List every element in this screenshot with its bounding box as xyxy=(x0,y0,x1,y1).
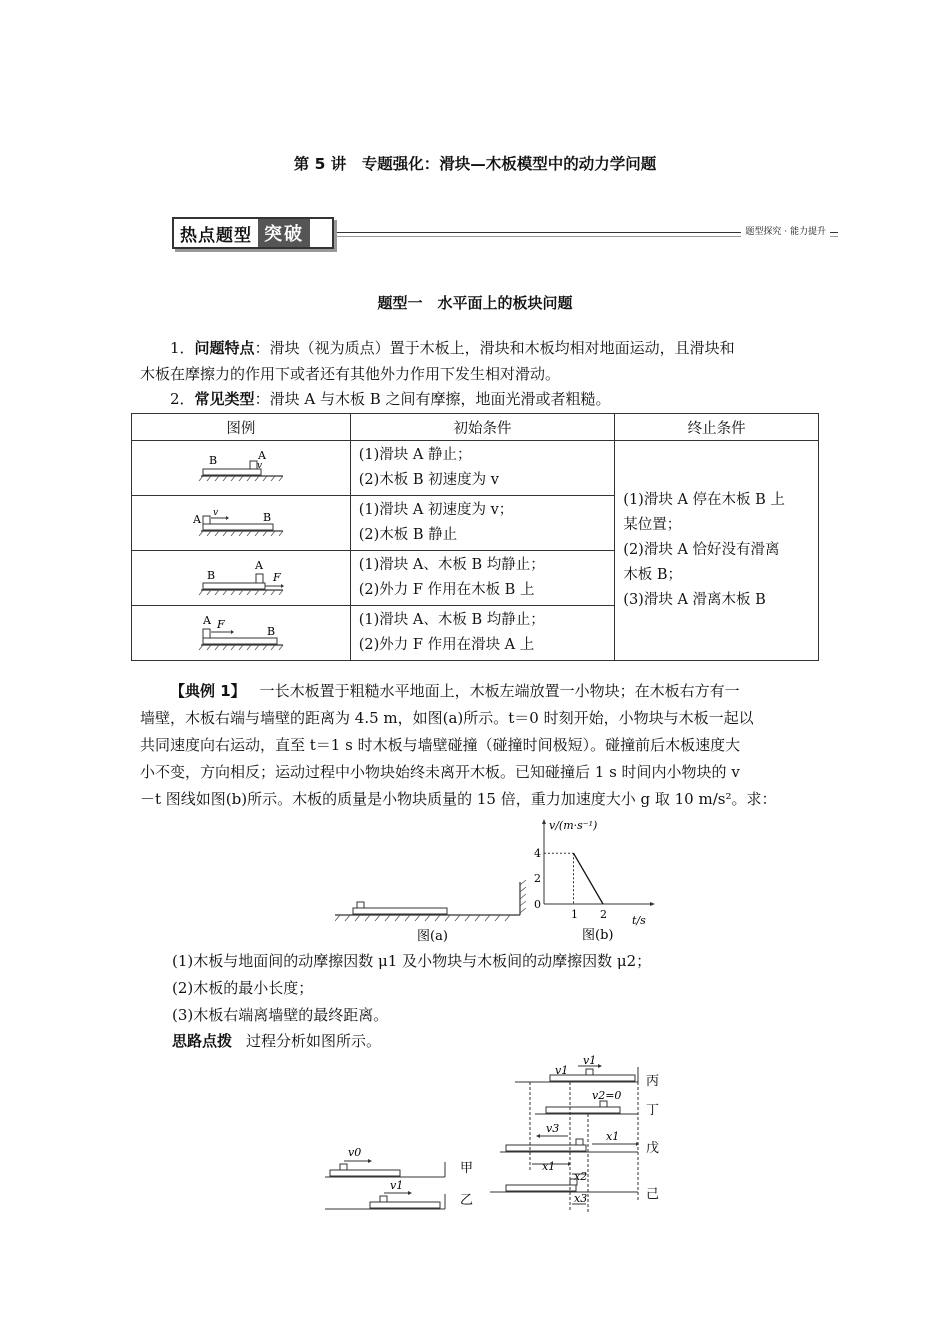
example-line: 墙壁，木板右端与墙壁的距离为 4.5 m，如图(a)所示。t＝0 时刻开始，小物块与木板一起以 xyxy=(140,709,754,727)
example-line: －t 图线如图(b)所示。木板的质量是小物块质量的 15 倍，重力加速度大小 g 取 10 m/s²。求： xyxy=(140,790,777,808)
label-A: A xyxy=(202,614,211,627)
sym-v1: v1 xyxy=(555,1064,569,1077)
diagram-force-on-block xyxy=(191,609,291,653)
x-axis-label: t/s xyxy=(632,914,646,927)
label-v: v xyxy=(212,508,218,518)
diagram-block-moving xyxy=(191,499,291,543)
label-bing: 丙 xyxy=(646,1074,660,1089)
condition-line: (2)外力 F 作用在木板 B 上 xyxy=(358,582,535,598)
condition-line: (2)外力 F 作用在滑块 A 上 xyxy=(358,637,535,653)
example-line: 共同速度向右运动，直至 t＝1 s 时木板与墙壁碰撞（碰撞时间极短）。碰撞前后木板速度大 xyxy=(140,736,741,754)
sym-v3: v3 xyxy=(546,1122,560,1135)
p2-colon: ： xyxy=(254,390,270,408)
table-header: 终止条件 xyxy=(615,414,819,441)
condition-line: (2)木板 B 静止 xyxy=(358,527,458,543)
vt-series-line xyxy=(574,853,604,904)
example-1 xyxy=(140,678,812,813)
initial-condition xyxy=(350,496,615,551)
paragraph-2 xyxy=(140,386,812,412)
question-2: (2)木板的最小长度； xyxy=(172,979,314,997)
p2-head: 常见类型 xyxy=(194,390,255,408)
label-A: A xyxy=(254,559,263,572)
initial-condition xyxy=(350,551,615,606)
figure-cell xyxy=(132,606,351,661)
fig-b-label: 图(b) xyxy=(582,928,614,943)
figure-b-chart xyxy=(530,816,670,944)
hint-text: 过程分析如图所示。 xyxy=(246,1032,382,1050)
label-B: B xyxy=(208,454,217,467)
x-tick: 2 xyxy=(600,908,607,921)
condition-line: (1)滑块 A 初速度为 v； xyxy=(358,502,514,518)
example-tag: 【典例 1】 xyxy=(170,682,246,700)
hint-label: 思路点拨 xyxy=(172,1032,233,1050)
label-wu: 戊 xyxy=(646,1141,660,1156)
sym-v0: v0 xyxy=(348,1146,362,1159)
label-jia: 甲 xyxy=(460,1161,474,1176)
p1-colon: ： xyxy=(254,339,270,357)
end-line: (1)滑块 A 停在木板 B 上 xyxy=(623,492,785,508)
label-ji: 己 xyxy=(646,1187,660,1202)
x-tick: 1 xyxy=(571,908,578,921)
table-header: 图例 xyxy=(132,414,351,441)
label-F: F xyxy=(272,571,281,584)
label-B: B xyxy=(266,625,275,638)
figure-cell xyxy=(132,551,351,606)
y-tick: 2 xyxy=(534,872,541,885)
label-ding: 丁 xyxy=(646,1103,660,1118)
banner-tag xyxy=(172,217,334,249)
p1-text2: 木板在摩擦力的作用下或者还有其他外力作用下发生相对滑动。 xyxy=(140,365,561,383)
label-A: A xyxy=(192,513,201,526)
lesson-title: 第 5 讲 专题强化：滑块—木板模型中的动力学问题 xyxy=(293,155,657,173)
question-1: (1)木板与地面间的动摩擦因数 μ1 及小物块与木板间的动摩擦因数 μ2； xyxy=(172,952,652,970)
label-B: B xyxy=(262,511,271,524)
condition-line: (1)滑块 A、木板 B 均静止； xyxy=(358,612,545,628)
p2-text: 滑块 A 与木板 B 之间有摩擦，地面光滑或者粗糙。 xyxy=(269,390,611,408)
example-line: 小不变，方向相反；运动过程中小物块始终未离开木板。已知碰撞后 1 s 时间内小物块的 v xyxy=(140,763,740,781)
p1-text1: 滑块（视为质点）置于木板上，滑块和木板均相对地面运动，且滑块和 xyxy=(269,339,735,357)
figure-a xyxy=(335,870,535,945)
condition-line: (1)滑块 A 静止； xyxy=(358,447,472,463)
sym-x2: x2 xyxy=(574,1170,588,1183)
table-header: 初始条件 xyxy=(350,414,615,441)
banner-highlight: 突破 xyxy=(258,219,310,247)
figure-cell xyxy=(132,496,351,551)
diagram-force-on-board xyxy=(191,554,291,598)
end-line: 木板 B； xyxy=(623,567,683,583)
example-line: 一长木板置于粗糙水平地面上，木板左端放置一小物块；在木板右方有一 xyxy=(259,682,740,700)
label-B: B xyxy=(206,569,215,582)
figure-cell xyxy=(132,441,351,496)
condition-line: (2)木板 B 初速度为 v xyxy=(358,472,499,488)
sym-x1: x1 xyxy=(542,1160,556,1173)
sym-x3: x3 xyxy=(574,1192,588,1205)
y-tick: 0 xyxy=(534,898,541,911)
y-axis-label: v/(m·s⁻¹) xyxy=(549,819,598,832)
end-line: 某位置； xyxy=(623,517,682,533)
end-condition xyxy=(615,441,819,661)
end-line: (3)滑块 A 滑离木板 B xyxy=(623,592,766,608)
sym-v1: v1 xyxy=(390,1179,404,1192)
types-table xyxy=(131,413,819,661)
label-v: v xyxy=(256,461,262,471)
initial-condition xyxy=(350,441,615,496)
process-diagram xyxy=(320,1052,680,1222)
initial-condition xyxy=(350,606,615,661)
y-tick: 4 xyxy=(534,847,541,860)
label-A: A xyxy=(257,449,266,462)
sym-x1: x1 xyxy=(606,1130,620,1143)
label-F: F xyxy=(216,618,225,631)
hint xyxy=(172,1030,381,1051)
p1-num: 1． xyxy=(170,339,195,357)
banner-subtitle: 题型探究 · 能力提升 xyxy=(741,224,830,237)
label-yi: 乙 xyxy=(460,1193,474,1208)
sym-v2: v2=0 xyxy=(592,1089,622,1102)
end-line: (2)滑块 A 恰好没有滑离 xyxy=(623,542,780,558)
section-title: 题型一 水平面上的板块问题 xyxy=(377,294,573,312)
sym-v1: v1 xyxy=(583,1054,597,1067)
diagram-board-moving xyxy=(191,444,291,488)
fig-a-label: 图(a) xyxy=(417,929,448,944)
condition-line: (1)滑块 A、木板 B 均静止； xyxy=(358,557,545,573)
section-banner xyxy=(172,214,838,250)
banner-label: 热点题型 xyxy=(180,225,252,246)
paragraph-1 xyxy=(140,335,812,387)
question-3: (3)木板右端离墙壁的最终距离。 xyxy=(172,1006,389,1024)
p2-num: 2． xyxy=(170,390,195,408)
p1-head: 问题特点 xyxy=(194,339,255,357)
